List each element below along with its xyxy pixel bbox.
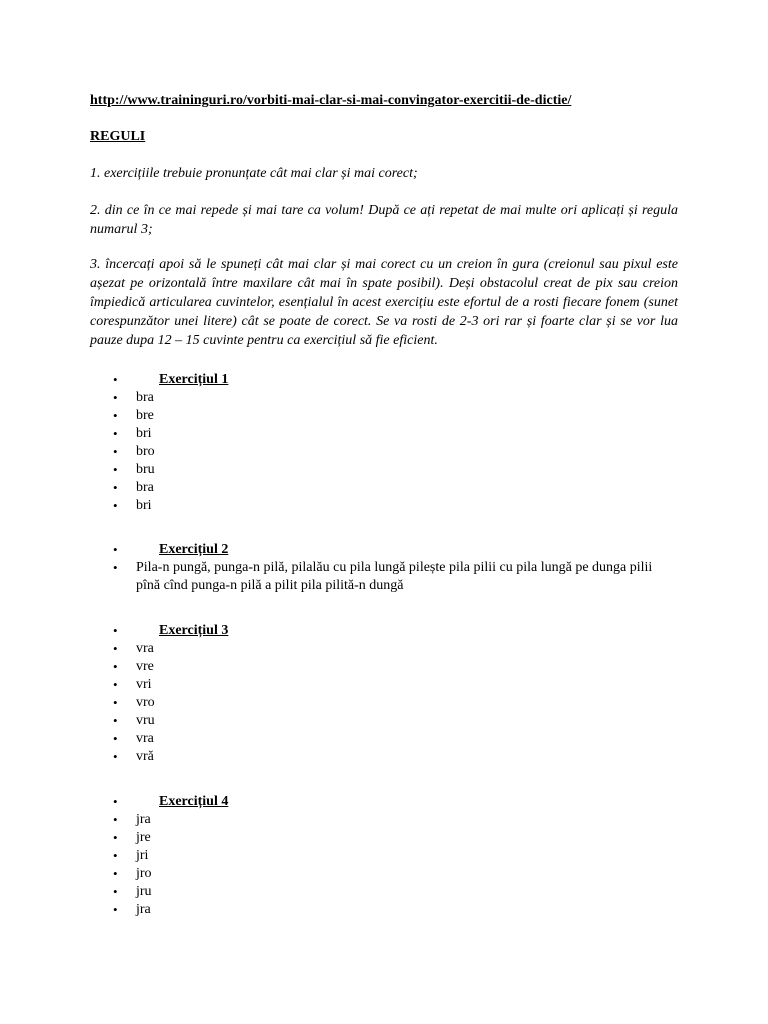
exercise-title: Exercițiul 3 <box>159 623 229 638</box>
list-item <box>0 829 768 847</box>
list-item-text: bre <box>136 408 154 423</box>
list-item <box>0 676 768 694</box>
bullet-icon: • <box>113 902 118 917</box>
list-item <box>0 883 768 901</box>
bullet-icon: • <box>113 462 118 477</box>
rules-heading: REGULI <box>90 129 146 144</box>
exercise-title-row <box>0 371 768 389</box>
bullet-icon: • <box>113 713 118 728</box>
list-item-text: vra <box>136 641 154 656</box>
list-item <box>0 640 768 658</box>
list-item-text: vra <box>136 731 154 746</box>
list-item-text: jri <box>136 848 149 863</box>
list-item <box>0 407 768 425</box>
list-item <box>0 461 768 479</box>
exercise-title-row <box>0 622 768 640</box>
bullet-icon: • <box>113 623 118 638</box>
bullet-icon: • <box>113 560 118 575</box>
exercise-title-row <box>0 793 768 811</box>
bullet-icon: • <box>113 749 118 764</box>
bullet-icon: • <box>113 641 118 656</box>
list-item <box>0 748 768 766</box>
source-url-link[interactable]: http://www.traininguri.ro/vorbiti-mai-clar-si-mai-convingator-exercitii-de-dictie/ <box>90 93 572 108</box>
list-item <box>0 479 768 497</box>
bullet-icon: • <box>113 794 118 809</box>
list-item-text: vră <box>136 749 154 764</box>
list-item <box>0 694 768 712</box>
list-item-text: Pila-n pungă, punga-n pilă, pilalău cu pila lungă pilește pila pilii cu pila lungă pe dunga pilii pînă cînd punga-n pilă a pilit pila pilită-n dungă <box>136 560 653 593</box>
list-item-text: vro <box>136 695 155 710</box>
exercise-title: Exercițiul 2 <box>159 542 229 557</box>
list-item <box>0 847 768 865</box>
list-item-text: bra <box>136 480 154 495</box>
list-item-text: jre <box>136 830 151 845</box>
bullet-icon: • <box>113 884 118 899</box>
list-item-text: bri <box>136 498 152 513</box>
list-item-text: bru <box>136 462 155 477</box>
bullet-icon: • <box>113 848 118 863</box>
rule-2: 2. din ce în ce mai repede și mai tare ca volum! După ce ați repetat de mai multe ori aplicați și regula numarul 3; <box>90 203 678 237</box>
list-item-text: bri <box>136 426 152 441</box>
bullet-icon: • <box>113 426 118 441</box>
list-item <box>0 425 768 443</box>
exercise-2 <box>0 541 768 595</box>
list-item <box>0 658 768 676</box>
list-item-text: jru <box>136 884 152 899</box>
bullet-icon: • <box>113 659 118 674</box>
bullet-icon: • <box>113 480 118 495</box>
bullet-icon: • <box>113 390 118 405</box>
list-item <box>0 497 768 515</box>
list-item-text: bro <box>136 444 155 459</box>
list-item <box>0 730 768 748</box>
bullet-icon: • <box>113 830 118 845</box>
list-item <box>0 712 768 730</box>
list-item-text: vre <box>136 659 154 674</box>
exercise-3 <box>0 622 768 766</box>
list-item <box>0 389 768 407</box>
list-item-text: bra <box>136 390 154 405</box>
bullet-icon: • <box>113 731 118 746</box>
bullet-icon: • <box>113 695 118 710</box>
exercise-title: Exercițiul 4 <box>159 794 229 809</box>
bullet-icon: • <box>113 498 118 513</box>
list-item-text: jra <box>136 812 151 827</box>
list-item <box>0 901 768 919</box>
list-item-text: jra <box>136 902 151 917</box>
bullet-icon: • <box>113 444 118 459</box>
exercise-1 <box>0 371 768 515</box>
exercise-title-row <box>0 541 768 559</box>
bullet-icon: • <box>113 677 118 692</box>
list-item <box>0 443 768 461</box>
bullet-icon: • <box>113 408 118 423</box>
rule-1: 1. exercițiile trebuie pronunțate cât mai clar și mai corect; <box>90 166 418 181</box>
exercise-4 <box>0 793 768 919</box>
bullet-icon: • <box>113 866 118 881</box>
bullet-icon: • <box>113 372 118 387</box>
list-item <box>0 811 768 829</box>
bullet-icon: • <box>113 812 118 827</box>
list-item-text: vri <box>136 677 152 692</box>
list-item-text: jro <box>136 866 152 881</box>
list-item <box>0 559 768 595</box>
exercise-title: Exercițiul 1 <box>159 372 229 387</box>
list-item <box>0 865 768 883</box>
rule-3: 3. încercați apoi să le spuneți cât mai clar și mai corect cu un creion în gura (creionul sau pixul este așezat pe orizontală între maxilare cât mai în spate posibil). Deși obstacolul creat de pix sau creion împiedică articularea cuvintelor, esențialul în acest exercițiu este efortul de a rosti fiecare fonem (sunet corespunzător unei litere) cât se poate de corect. Se va rosti de 2-3 ori rar și foarte clar și se vor lua pauze dupa 12 – 15 cuvinte pentru ca exercițiul să fie eficient. <box>90 257 678 348</box>
list-item-text: vru <box>136 713 155 728</box>
bullet-icon: • <box>113 542 118 557</box>
